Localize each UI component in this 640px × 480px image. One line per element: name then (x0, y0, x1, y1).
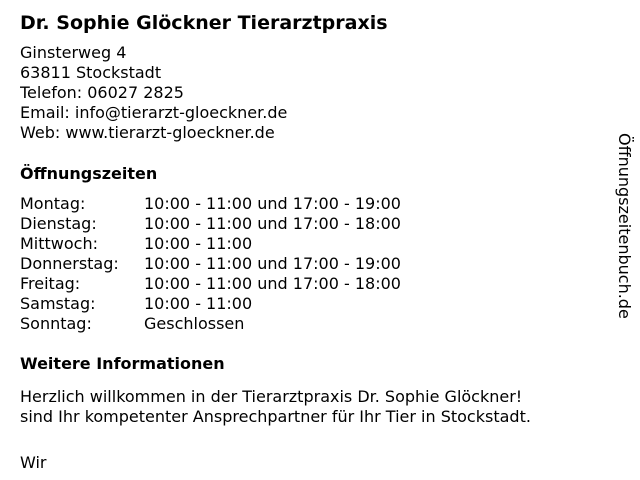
more-info-heading: Weitere Informationen (20, 354, 225, 373)
more-info-line: sind Ihr kompetenter Ansprechpartner für Ihr Tier in Stockstadt. (20, 407, 531, 426)
opening-hours-heading: Öffnungszeiten (20, 164, 158, 183)
address-street: Ginsterweg 4 (20, 43, 127, 62)
watermark-label (614, 133, 634, 365)
hours-time: 10:00 - 11:00 und 17:00 - 19:00 (144, 254, 401, 273)
hours-time: 10:00 - 11:00 (144, 294, 253, 313)
hours-time: 10:00 - 11:00 und 17:00 - 18:00 (144, 214, 401, 233)
page-title: Dr. Sophie Glöckner Tierarztpraxis (20, 12, 388, 34)
address-block (20, 43, 287, 143)
more-info-trailing: Wir (20, 453, 47, 472)
more-info-text (20, 387, 531, 427)
practice-card (20, 0, 600, 480)
hours-day: Freitag: (20, 274, 81, 293)
address-web: Web: www.tierarzt-gloeckner.de (20, 123, 275, 142)
hours-day: Sonntag: (20, 314, 92, 333)
hours-time: 10:00 - 11:00 und 17:00 - 18:00 (144, 274, 401, 293)
hours-time: 10:00 - 11:00 und 17:00 - 19:00 (144, 194, 401, 213)
address-city: 63811 Stockstadt (20, 63, 162, 82)
more-info-line: Herzlich willkommen in der Tierarztpraxis Dr. Sophie Glöckner! (20, 387, 523, 406)
hours-time: Geschlossen (144, 314, 245, 333)
hours-day: Montag: (20, 194, 86, 213)
watermark-text: Öffnungszeitenbuch.de (615, 133, 634, 319)
hours-day: Dienstag: (20, 214, 97, 233)
hours-day: Donnerstag: (20, 254, 119, 273)
hours-time: 10:00 - 11:00 (144, 234, 253, 253)
hours-day: Mittwoch: (20, 234, 98, 253)
hours-day: Samstag: (20, 294, 96, 313)
address-email: Email: info@tierarzt-gloeckner.de (20, 103, 288, 122)
address-phone: Telefon: 06027 2825 (20, 83, 184, 102)
